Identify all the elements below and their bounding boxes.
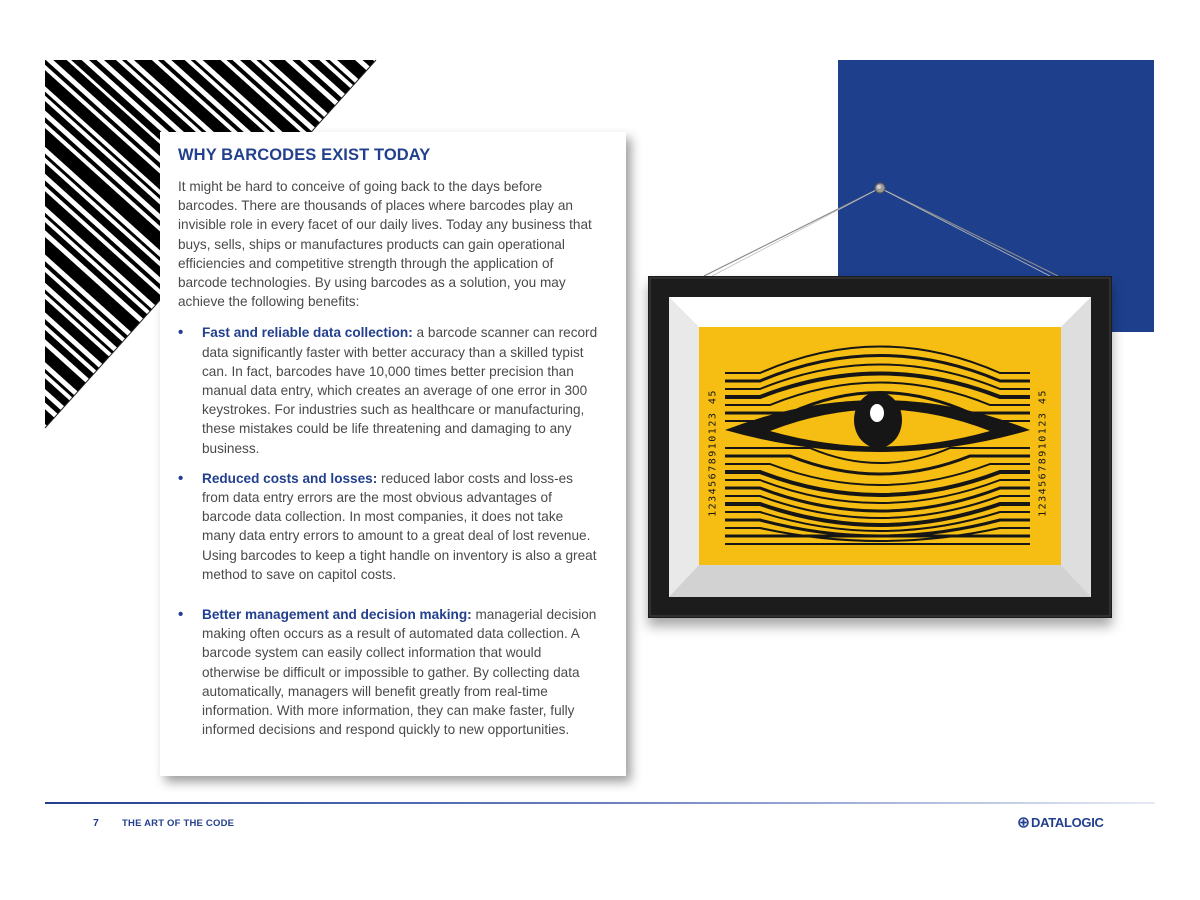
benefit-term: Fast and reliable data collection: xyxy=(202,325,413,341)
footer-divider xyxy=(45,802,1155,804)
datalogic-logo-icon xyxy=(1018,817,1029,828)
bullet-icon: • xyxy=(178,606,184,624)
page-number: 7 xyxy=(93,817,99,829)
benefit-description: reduced labor costs and loss-es from data entry errors are the most obvious advantages of barcode data collection. In most companies, it does not take many data entry errors to amount to a great deal of lost revenue. Using barcodes to keep a tight handle on inventory is also a great method to save on capitol costs. xyxy=(202,470,597,582)
article-intro: It might be hard to conceive of going back to the days before barcodes. There are thousands of places where barcodes play an invisible role in every facet of our daily lives. Today any business that buys, sells, ships or manufactures products can gain operational efficiencies and competitive strength through the application of barcode technologies. By using barcodes as a solution, you may achieve the following benefits: xyxy=(178,179,592,310)
benefit-item-reduced-costs xyxy=(178,469,598,584)
benefit-term: Better management and decision making: xyxy=(202,607,472,623)
datalogic-logo xyxy=(1018,815,1104,830)
article-content xyxy=(178,146,598,739)
document-title: THE ART OF THE CODE xyxy=(122,818,235,829)
benefit-term: Reduced costs and losses: xyxy=(202,470,378,486)
barcode-digits-left: 12345678910123 45 xyxy=(707,389,719,517)
benefit-item-management xyxy=(178,605,598,739)
logo-text: DATALOGIC xyxy=(1031,815,1104,830)
benefits-list xyxy=(178,323,598,739)
bullet-icon: • xyxy=(178,469,184,487)
benefit-description: a barcode scanner can record data significantly faster with better accuracy than a skilled typist can. In fact, barcodes have 10,000 times better precision than manual data entry, which creates an average of one error in 300 keystrokes. For industries such as healthcare or manufacturing, these mistakes could be life threatening and damaging to any business. xyxy=(202,325,598,456)
benefit-description: managerial decision making often occurs as a result of automated data collection. A barcode system can easily collect information that would otherwise be difficult or impossible to gather. By collecting data automatically, managers will benefit greatly from real-time information. With more information, they can make faster, fully informed decisions and respond quickly to new opportunities. xyxy=(202,607,597,738)
bullet-icon: • xyxy=(178,324,184,342)
benefit-item-data-collection xyxy=(178,323,598,457)
article-title: WHY BARCODES EXIST TODAY xyxy=(178,146,431,164)
article-card xyxy=(160,132,626,776)
barcode-digits-right: 12345678910123 45 xyxy=(1037,389,1049,517)
